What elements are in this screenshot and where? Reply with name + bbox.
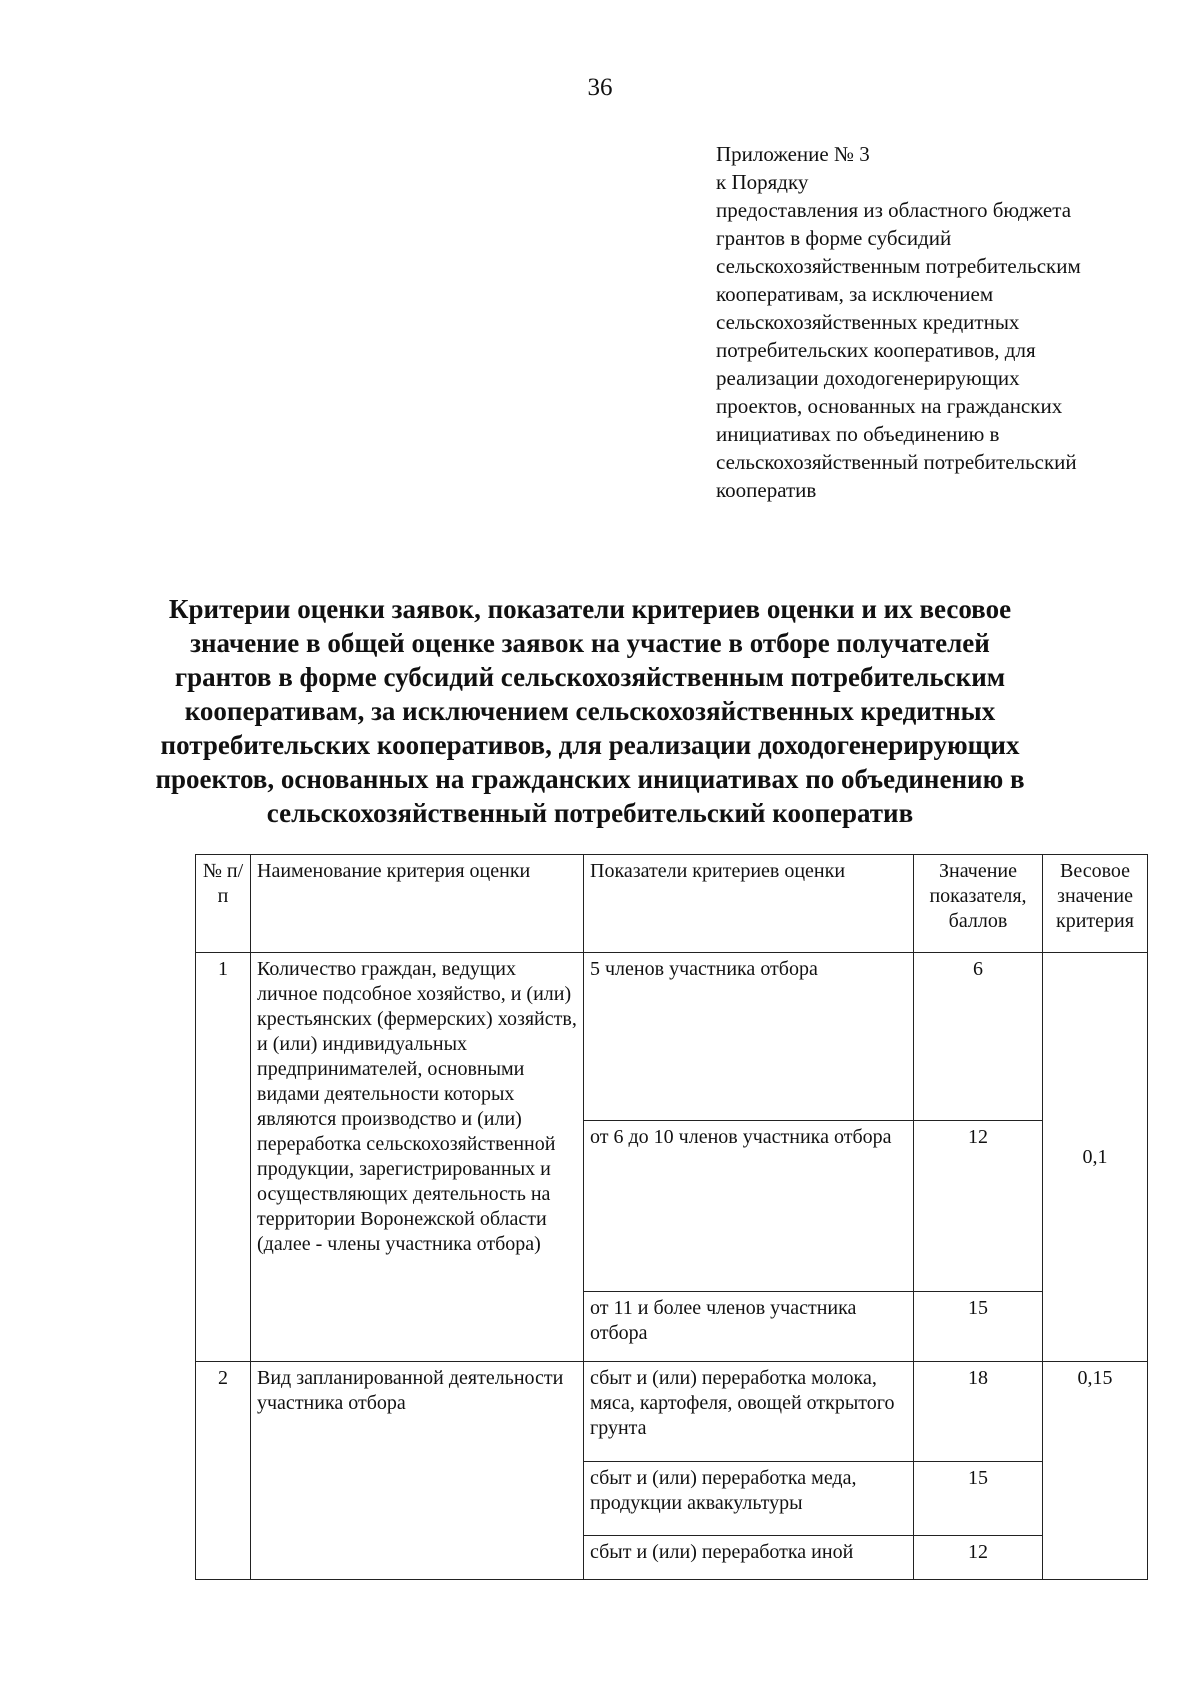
title-line: Критерии оценки заявок, показатели критериев оценки и их весовое <box>168 594 1012 624</box>
appendix-line: инициативах по объединению в <box>716 422 1000 446</box>
header-weight: Весовое значение критерия <box>1043 855 1148 953</box>
appendix-note <box>716 140 1156 504</box>
criterion-weight: 0,1 <box>1043 953 1148 1362</box>
appendix-line: сельскохозяйственных кредитных <box>716 310 1020 334</box>
title-line: значение в общей оценке заявок на участие в отборе получателей <box>190 628 990 658</box>
indicator-text: сбыт и (или) переработка молока, мяса, картофеля, овощей открытого грунта <box>584 1362 914 1462</box>
indicator-value: 12 <box>914 1536 1043 1580</box>
appendix-line: реализации доходогенерирующих <box>716 366 1020 390</box>
header-value: Значение показателя, баллов <box>914 855 1043 953</box>
title-line: кооперативам, за исключением сельскохозяйственных кредитных <box>184 696 996 726</box>
document-title <box>90 592 1090 830</box>
table-row <box>196 1362 1148 1462</box>
appendix-line: грантов в форме субсидий <box>716 226 952 250</box>
header-indicators: Показатели критериев оценки <box>584 855 914 953</box>
indicator-text: от 6 до 10 членов участника отбора <box>584 1121 914 1292</box>
row-num: 1 <box>196 953 251 1362</box>
title-line: потребительских кооперативов, для реализации доходогенерирующих <box>160 730 1020 760</box>
title-line: сельскохозяйственный потребительский кооператив <box>266 798 914 828</box>
indicator-value: 6 <box>914 953 1043 1121</box>
table-header-row <box>196 855 1148 953</box>
indicator-text: сбыт и (или) переработка меда, продукции аквакультуры <box>584 1462 914 1536</box>
appendix-line: предоставления из областного бюджета <box>716 198 1072 222</box>
appendix-line: кооператив <box>716 478 817 502</box>
criterion-name: Количество граждан, ведущих личное подсобное хозяйство, и (или) крестьянских (фермерских) хозяйств, и (или) индивидуальных предпринимателей, основными видами деятельности которых являются производство и (или) переработка сельскохозяйственной продукции, зарегистрированных и осуществляющих деятельность на территории Воронежской области (далее - члены участника отбора) <box>251 953 584 1362</box>
indicator-value: 15 <box>914 1462 1043 1536</box>
appendix-line: сельскохозяйственный потребительский <box>716 450 1077 474</box>
appendix-line: проектов, основанных на гражданских <box>716 394 1063 418</box>
indicator-value: 18 <box>914 1362 1043 1462</box>
criterion-name: Вид запланированной деятельности участника отбора <box>251 1362 584 1580</box>
appendix-line: Приложение № 3 <box>716 142 870 166</box>
header-num: № п/п <box>196 855 251 953</box>
appendix-line: сельскохозяйственным потребительским <box>716 254 1081 278</box>
criteria-table <box>195 854 1148 1580</box>
row-num: 2 <box>196 1362 251 1580</box>
page-number: 36 <box>587 74 613 101</box>
indicator-text: сбыт и (или) переработка иной <box>584 1536 914 1580</box>
appendix-line: к Порядку <box>716 170 809 194</box>
title-line: грантов в форме субсидий сельскохозяйственным потребительским <box>174 662 1006 692</box>
title-line: проектов, основанных на гражданских инициативах по объединению в <box>155 764 1025 794</box>
indicator-text: от 11 и более членов участника отбора <box>584 1292 914 1362</box>
appendix-line: кооперативам, за исключением <box>716 282 994 306</box>
appendix-line: потребительских кооперативов, для <box>716 338 1036 362</box>
table-row <box>196 953 1148 1121</box>
indicator-text: 5 членов участника отбора <box>584 953 914 1121</box>
indicator-value: 15 <box>914 1292 1043 1362</box>
indicator-value: 12 <box>914 1121 1043 1292</box>
header-name: Наименование критерия оценки <box>251 855 584 953</box>
criterion-weight: 0,15 <box>1043 1362 1148 1580</box>
